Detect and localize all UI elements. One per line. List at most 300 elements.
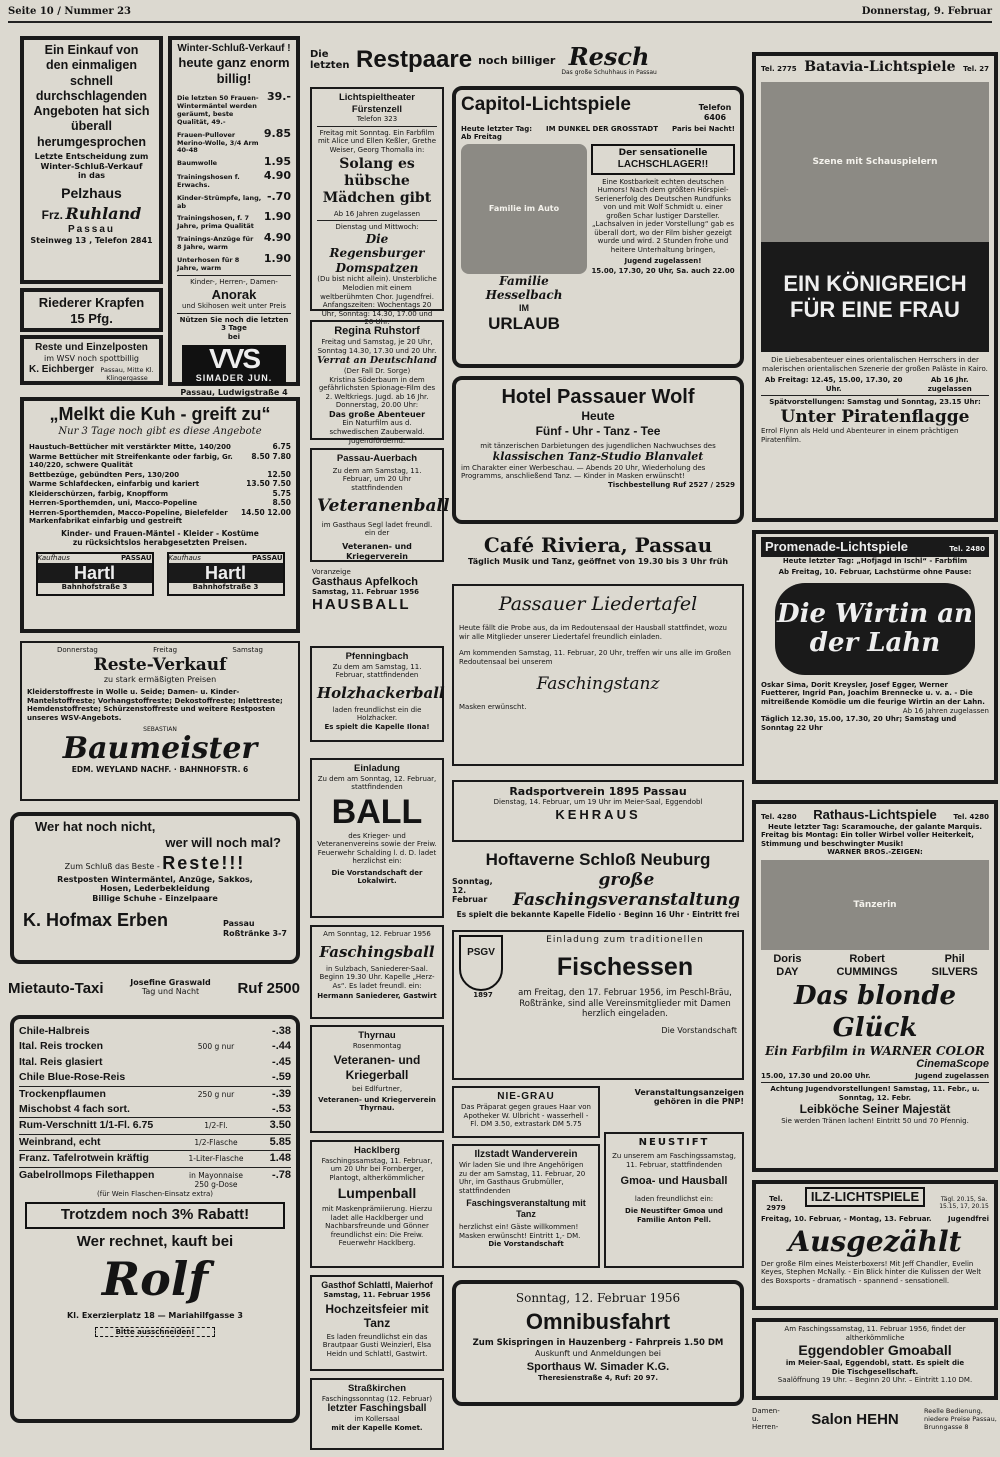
promenade-tel: Tel. 2480 [949,545,985,553]
neuburg-day: Sonntag, [452,876,493,886]
simader-logo [182,342,286,385]
radsport-body: Dienstag, 14. Februar, um 19 Uhr im Meier-Saal, Eggendobl [493,798,703,807]
capitol-image [461,144,587,274]
capitol-slogan1: Der sensationelle [618,147,708,158]
wolf-today: Heute [581,409,615,424]
rathaus-color: Ein Farbfilm in WARNER COLOR [765,1043,985,1058]
sulzbach-footer: Hermann Saniederer, Gastwirt [317,992,437,1001]
ilzstadt-title: Ilzstadt Wanderverein [474,1149,578,1160]
price-row [29,452,291,470]
rolf-row [19,1151,291,1167]
auerbach-body2: im Gasthaus Segl ladet freundl. ein der [321,520,433,538]
rolf-row [19,1102,291,1118]
ad-batavia [752,52,998,522]
price-row [177,90,291,127]
price-description: Trainingshosen, f. 7 Jahre, prima Qualität [177,214,254,231]
eichberger-title: Reste und Einzelposten [35,342,148,353]
price-row [29,508,291,526]
baumeister-pre: SEBASTIAN [143,726,177,734]
pelzhaus-line: herumgesprochen [36,134,147,149]
rathaus-youth: Achtung Jugendvorstellungen! Samstag, 11. Febr., u. Sonntag, 12. Febr. [770,1085,980,1102]
ruhstorf-body2: Kristina Söderbaum in dem gefährlichsten Spionage-Film des 2. Weltkriegs. Jugd. ab 16 Jhr. Donnerstag, 20.00 Uhr: [318,375,436,410]
pelzhaus-line: schnell [69,73,114,88]
hofmax-line7: Billige Schuhe - Einzelpaare [92,894,218,904]
ad-schlattl [310,1275,444,1371]
ad-liedertafel [452,584,744,766]
ad-baumeister [20,641,300,801]
ruhstorf-film: Verrat an Deutschland [317,355,437,367]
riviera-body: Täglich Musik und Tanz, geöffnet von 19.30 bis 3 Uhr früh [467,557,729,566]
capitol-slogan2: LACHSCHLAGER!! [617,158,709,170]
price-description: Kleiderschürzen, farbig, Knopfform [29,489,169,498]
hartl-subtitle: Nur 3 Tage noch gibt es diese Angebote [58,425,262,437]
promenade-cast: Oskar Sima, Dorit Kreysler, Josef Egger, Werner Fuetterer, Ingrid Pan, Joachim Brennecke u. v. a. - Die mitreißende Komödie um die feurige Wirtin an der Lahn. [761,680,985,706]
rolf-price: -.53 [272,1103,291,1116]
capitol-film-title1: Familie Hesselbach [485,273,563,303]
thyrnau-body: bei Edlfurtner, [351,1085,403,1094]
simader-title1: Winter-Schluß-Verkauf ! [177,43,291,54]
price-value: 1.95 [263,155,291,169]
batavia-tel2: Tel. 27 [963,65,989,73]
hofmax-city: Passau [222,918,255,928]
capitol-from: Ab Freitag [461,133,502,142]
liedertafel-title: Passauer Liedertafel [498,593,698,615]
price-value: 39.- [266,89,291,103]
rolf-row [19,1087,291,1102]
pelzhaus-line: Winter-Schluß-Verkauf [40,161,143,171]
ad-eggendobl [752,1318,998,1400]
pelzhaus-line: Letzte Entscheidung zum [34,151,149,161]
hartl-logo-name: Hartl [38,563,152,583]
price-row [177,155,291,168]
wolf-studio: klassischen Tanz-Studio Blanvalet [492,450,704,464]
hofmax-line2: wer will noch mal? [165,834,281,850]
ad-hartl [20,397,300,633]
price-description: Bettbezüge, gebündten Pers, 130/200 [29,470,180,479]
ad-pfenningbach [310,646,444,742]
ilz-title: ILZ-LICHTSPIELE [805,1187,925,1207]
hartl-title: „Melkt die Kuh - greift zu“ [49,404,271,424]
price-value: 4.90 [263,168,291,182]
pelzhaus-line: Angeboten hat sich [33,104,150,118]
price-description: Unterhosen für 8 Jahre, warm [177,256,240,273]
rathaus-cast: Robert CUMMINGS [836,952,898,979]
rolf-item: Rum-Verschnitt 1/1-Fl. 6.75 [19,1119,154,1132]
rolf-item: Franz. Tafelrotwein kräftig [19,1152,149,1165]
fuerstenzell-film2: Die Regensburger Domspatzen [329,231,425,275]
capitol-line: Heute letzter Tag: [461,124,533,133]
batavia-tel: Tel. 2775 [761,65,797,73]
fuerstenzell-tel: Telefon 323 [356,115,398,124]
eggendobl-footer: Saalöffnung 19 Uhr. – Beginn 20 Uhr. – Eintritt 1.10 DM. [777,1376,973,1385]
price-value: 1.90 [263,252,291,266]
pfenningbach-footer: Es spielt die Kapelle Ilona! [324,723,430,731]
rolf-item: Ital. Reis trocken [19,1040,104,1053]
rathaus-cinemascope: CinemaScope [916,1058,989,1071]
ad-apfelkoch [312,568,446,640]
hehn-title: Salon HEHN [811,1410,899,1428]
promenade-today: Heute letzter Tag: „Hofjagd in Ischl“ - Farbfilm [782,556,968,565]
ad-ilzstadt [452,1144,600,1268]
rolf-row [19,1118,291,1134]
batavia-film-title [761,242,989,352]
wolf-tel: Tischbestellung Ruf 2527 / 2529 [608,480,735,489]
ad-krapfen [20,288,163,332]
rolf-price-list [19,1024,291,1190]
resch-title: Restpaare [356,46,473,73]
liedertafel-body1: Heute fällt die Probe aus, da im Redoutensaal der Hausball stattfindet, wozu wir alle Mitglieder unserer Liedertafel freundlich einladen. [459,624,727,641]
omnibus-footer: Sporthaus W. Simader K.G. [526,1360,670,1373]
hartl-footer1: Kinder- und Frauen-Mäntel - Kleider - Kostüme [61,528,259,538]
rolf-price: -.39 [272,1087,291,1100]
schlattl-date: Samstag, 11. Februar 1956 [323,1290,431,1299]
hartl-logo-pre: Kaufhaus [37,554,70,563]
hofmax-line5: Restposten Wintermäntel, Anzüge, Sakkos, [57,874,253,884]
price-description: Trainings-Anzüge für 8 Jahre, warm [177,235,254,252]
price-value: 8.50 7.80 [251,451,291,461]
ad-riviera [452,533,744,577]
rolf-price: -.45 [272,1055,291,1068]
rathaus-title: Rathaus-Lichtspiele [813,807,937,822]
price-row [29,442,291,452]
rolf-quantity: 500 g nur [197,1042,235,1052]
niegrau-body: Das Präparat gegen graues Haar von Apotheker W. Ulbricht - wasserhell - Fl. DM 3.50, extrastark DM 5.75 [461,1103,591,1129]
ad-ball [310,758,444,918]
price-description: Herren-Sporthemden, Macco-Popeline, Bielefelder Markenfabrikat einfarbig und gestreift [29,508,228,526]
eichberger-sub: im WSV noch spottbillig [44,354,139,364]
ilzstadt-body: Wir laden Sie und Ihre Angehörigen zu der am Samstag, 11. Februar, 20 Uhr, im Gasthaus Grubmüller, stattfindenden [459,1161,586,1195]
neustift-body: Zu unserem am Faschingssamstag, 11. Februar, stattfindenden [612,1152,736,1169]
promenade-title: Promenade-Lichtspiele [765,539,909,554]
price-value: 1.90 [263,210,291,224]
simader-last-days: Nützen Sie noch die letzten 3 Tage [179,315,289,333]
eggendobl-body2: im Meier-Saal, Eggendobl, statt. Es spielt die [785,1359,965,1368]
price-row [177,210,291,231]
price-row [177,252,291,273]
price-value: 12.50 [267,469,291,479]
hofmax-line6: Hosen, Lederbekleidung [100,884,210,894]
hartl-footer2: zu rücksichtslos herabgesetzten Preisen. [72,538,248,548]
baumeister-day: Donnerstag [57,646,98,654]
capitol-times: 15.00, 17.30, 20 Uhr, Sa. auch 22.00 [591,267,735,276]
ruhstorf-sub: (Der Fall Dr. Sorge) [343,367,411,376]
price-row [29,470,291,480]
strasskirchen-body: Faschingssonntag (12. Februar) [321,1394,433,1403]
baumeister-body: Kleiderstoffreste in Wolle u. Seide; Damen- u. Kinder-Mantelstoffreste; Vorhangstoffreste; Dekostoffreste; Inlettreste; Hemdenstoffreste; Schürzenstoffreste und weitere Restposten unseres WSV-Angebots. [27,688,283,722]
rolf-row [19,1039,291,1054]
hacklberg-body: Faschingssamstag, 11. Februar, um 20 Uhr bei Fornberger, Plantogt, altherkömmlicher [321,1156,433,1182]
ruhstorf-body3: Ein Naturfilm aus d. schwedischen Zauberwald. Jugendfördernd. [329,419,425,445]
rathaus-body2: Sie werden Tränen lachen! Eintritt 50 und 70 Pfennig. [781,1117,969,1126]
rathaus-tel: Tel. 4280 [761,813,797,821]
pelzhaus-line: überall [71,119,112,134]
batavia-image [761,82,989,242]
neuburg-event: große Faschingsveranstaltung [512,870,740,910]
rolf-row [19,1070,291,1086]
ad-ilz [752,1180,998,1310]
pfenningbach-body: Zu dem am Samstag, 11. Februar, stattfindenden [332,662,422,680]
promenade-times: Täglich 12.30, 15.00, 17.30, 20 Uhr; Samstag und Sonntag 22 Uhr [761,715,957,732]
hartl-logo-pre: Kaufhaus [168,554,201,563]
ilz-film: Ausgezählt [788,1224,962,1258]
rolf-item: Weinbrand, echt [19,1135,101,1148]
fischessen-intro: Einladung zum traditionellen [546,935,704,945]
liedertafel-footer: Masken erwünscht. [459,703,527,712]
price-description: Haustuch-Bettücher mit verstärkter Mitte, 140/200 [29,443,231,452]
taxi-owner: Josefine Graswald [130,978,211,988]
fischessen-body: am Freitag, den 17. Februar 1956, im Peschl-Bräu, Roßtränke, sind alle Vereinsmitglieder mit Damen herzlich eingeladen. [518,988,732,1020]
ad-sulzbach [310,925,444,1019]
auerbach-footer: Veteranen- und Kriegerverein [342,541,412,561]
rolf-address: Kl. Exerzierplatz 18 — Mariahilfgasse 3 [67,1311,243,1321]
wolf-title: Hotel Passauer Wolf [501,386,695,408]
ad-omnibus [452,1280,744,1406]
rolf-price: 3.50 [269,1119,291,1132]
ilz-age: Jugendfrei [948,1215,989,1224]
fuerstenzell-film: Solang es hübsche Mädchen gibt [322,156,432,207]
price-value: 14.50 12.00 [240,507,291,517]
page-number: Seite 10 / Nummer 23 [8,6,131,17]
schlattl-body: Es laden freundlichst ein das Brautpaar Gusti Weinzierl, Elsa Heidn und Schlattl, Gastwirt. [322,1332,432,1358]
rolf-item: Chile Blue-Rose-Reis [19,1071,126,1084]
omnibus-date: Sonntag, 12. Februar 1956 [515,1291,681,1305]
ruhstorf-title: Regina Ruhstorf [334,325,420,337]
hartl-logo-city: PASSAU [120,554,152,563]
rolf-quantity: 1/2-Fl. [204,1121,228,1131]
ad-ruhstorf [310,320,444,445]
baumeister-logo: Baumeister [62,731,258,767]
thyrnau-title: Thyrnau [358,1030,396,1041]
pfenningbach-event: Holzhackerball [317,683,445,702]
ball-title: Einladung [354,763,400,774]
hacklberg-body2: mit Maskenprämiierung. Hierzu ladet alle Hacklberger und Nachbarsfreunde und Gönner freundlichst ein: Die Freiw. Feuerwehr Hacklberg. [321,1205,433,1248]
hofmax-name: K. Hofmax Erben [23,909,169,930]
capitol-film-title2: IM [519,302,529,313]
rolf-note: (für Wein Flaschen-Einsatz extra) [97,1189,213,1198]
ad-hofmax [10,812,300,964]
hofmax-address: Roßtränke 3-7 [222,928,287,938]
auerbach-body: Zu dem am Samstag, 11. Februar, um 20 Uhr stattfindenden [332,466,422,492]
thyrnau-event: Veteranen- und Kriegerball [333,1053,421,1082]
ad-resch [310,40,750,80]
capitol-line: IM DUNKEL DER GROSSTADT [546,124,659,133]
ad-pnp [604,1088,744,1128]
rathaus-today: Heute letzter Tag: Scaramouche, der galante Marquis. [767,822,983,831]
baumeister-day: Freitag [153,646,178,654]
resch-logo: Resch [568,41,650,71]
hofmax-line3: Zum Schluß das Beste - [64,861,160,871]
resch-sub: noch billiger [478,53,556,67]
rathaus-body: Freitag bis Montag: Ein toller Wirbel voller Heiterkeit, Stimmung und beschwingter Musik! [761,831,974,848]
ilz-tel: Tel. 2979 [766,1195,786,1212]
pelzhaus-line: den einmaligen [46,58,137,73]
ad-rathaus [752,800,998,1172]
price-row [177,231,291,252]
apfelkoch-pre: Voranzeige [312,568,351,576]
ad-thyrnau [310,1025,444,1133]
price-description: Herren-Sporthemden, uni, Macco-Popeline [29,499,198,508]
pelzhaus-name: Pelzhaus [61,185,122,201]
wolf-body2: im Charakter einer Werbeschau. — Abends 20 Uhr, Wiederholung des Programms, anschließend Tanz. — Kinder in Masken erwünscht! [461,463,706,481]
price-row [177,190,291,211]
header-rule [8,21,992,23]
neuburg-title: Hoftaverne Schloß Neuburg [485,850,711,869]
simader-logo-name: SIMADER JUN. [195,372,273,383]
batavia-film2: Unter Piratenflagge [780,406,970,427]
strasskirchen-footer: mit der Kapelle Komet. [331,1423,423,1432]
rolf-price: -.59 [272,1071,291,1084]
ilz-body: Der große Film eines Meisterboxers! Mit Jeff Chandler, Evelin Keyes, Stephen McNally. - Ein Blick hinter die Kulissen der Welt des Boxsports - dramatisch - spannend - sensationell. [761,1259,982,1285]
niegrau-title: NIE-GRAU [497,1091,555,1102]
rathaus-cast: Phil SILVERS [931,952,978,979]
price-value: 13.50 7.50 [246,479,291,489]
batavia-title: Batavia-Lichtspiele [804,59,956,75]
omnibus-body: Zum Skispringen in Hauzenberg - Fahrpreis 1.50 DM [472,1338,724,1349]
promenade-age: Ab 16 Jahren zugelassen [902,706,989,715]
ad-niegrau [452,1086,600,1138]
price-description: Baumwolle [177,159,218,168]
eggendobl-body3: Die Tischgesellschaft. [831,1367,919,1376]
ad-rolf [10,1015,300,1423]
price-description: Die letzten 50 Frauen-Wintermäntel werden geräumt, beste Qualität, 49.- [177,93,259,126]
baumeister-title: Reste-Verkauf [93,654,227,675]
ad-pelzhaus [20,36,163,284]
ilzstadt-body2: herzlichst ein! Gäste willkommen! Masken erwünscht! Eintritt 1,- DM. [459,1223,581,1240]
pelzhaus-line: durchschlagenden [35,88,148,103]
capitol-line: Paris bei Nacht! [672,124,735,133]
rolf-price: -.78 [272,1168,291,1181]
ad-taxi [8,974,300,1002]
neustift-title: NEUSTIFT [638,1137,710,1148]
fischessen-crest-label: PSGV [467,947,495,958]
rolf-row [19,1135,291,1151]
simader-bei: bei [227,332,241,341]
rolf-item: Trockenpflaumen [19,1087,106,1100]
ball-footer1: Die Vorstandschaft der [331,868,423,877]
pelzhaus-address: Steinweg 13 , Telefon 2841 [30,235,153,245]
omnibus-body2: Auskunft und Anmeldungen bei [535,1348,661,1358]
ilz-times: Tägl. 20.15, Sa. 15.15, 17, 20.15 [939,1196,989,1211]
price-value: 8.50 [272,498,291,508]
price-row [29,479,291,489]
pelzhaus-frz: Frz. [41,208,63,223]
krapfen-price: 15 Pfg. [70,310,113,326]
batavia-late: Spätvorstellungen: Samstag und Sonntag, 23.15 Uhr: [769,398,981,407]
fischessen-event: Fischessen [556,952,694,981]
eggendobl-event: Eggendobler Gmoaball [798,1342,952,1359]
sulzbach-body: in Sulzbach, Saniederer-Saal. Beginn 19.30 Uhr. Kapelle „Herz-As“. Es ladet freundl. ein: [319,964,435,990]
price-value: 6.75 [272,442,291,452]
rolf-quantity: 1/2-Flasche [194,1137,238,1147]
wolf-body: mit tänzerischen Darbietungen des jugendlichen Nachwuchses des [480,441,716,450]
price-description: Warme Schlafdecken, einfarbig und kariert [29,480,200,489]
thyrnau-footer: Veteranen- und Kriegerverein Thyrnau. [318,1095,436,1113]
hehn-pre: Damen- u. Herren- [752,1407,780,1431]
radsport-title: Radsportverein 1895 Passau [509,785,687,798]
pfenningbach-body2: laden freundlichst ein die Holzhacker. [332,705,422,723]
ad-eichberger [20,335,163,385]
schlattl-event: Hochzeitsfeier mit Tanz [325,1301,429,1331]
rolf-item: Gabelrollmops Filethappen [19,1168,155,1181]
pnp-text: Veranstaltungsanzeigen gehören in die PNP! [634,1088,744,1106]
ad-neustift [604,1132,744,1268]
ad-promenade [752,530,998,784]
rolf-price: 5.85 [269,1135,291,1148]
ilzstadt-event: Faschingsveranstaltung mit Tanz [466,1198,586,1220]
eichberger-name: K. Eichberger [29,363,95,375]
price-description: Trainingshosen f. Erwachs. [177,172,240,189]
taxi-phone: Ruf 2500 [237,979,300,997]
hartl-logo-street: Bahnhofstraße 3 [61,582,128,591]
ilz-dates: Freitag, 10. Februar, - Montag, 13. Februar. [761,1215,932,1224]
hartl-logo [167,552,285,596]
strasskirchen-body2: im Kollersaal [354,1415,400,1424]
rolf-row [19,1055,291,1070]
baumeister-day: Samstag [232,646,263,654]
rathaus-age: Jugend zugelassen [915,1071,989,1080]
ad-fuerstenzell [310,87,444,327]
batavia-body2: Errol Flynn als Held und Abenteurer in einem prächtigen Piratenfilm. [761,427,959,444]
fuerstenzell-body: Freitag mit Sonntag. Ein Farbfilm mit Alice und Ellen Keßler, Grethe Weiser, Georg Thomalla in: [317,128,437,154]
ad-neuburg [452,850,744,924]
capitol-youth: Jugend zugelassen! [624,256,702,265]
rathaus-film: Das blonde Glück [793,980,957,1043]
ad-strasskirchen [310,1378,444,1450]
fuerstenzell-body3: (Du bist nicht allein). Unsterbliche Melodien mit einem weltberühmten Chor. Jugendfrei. Anfangszeiten: Wochentags 20 Uhr, Sonntag: 14.30, 17.00 und 20 Uhr. [317,275,437,327]
schlattl-title: Gasthof Schlattl, Maierhof [321,1280,433,1290]
page-header [8,6,992,20]
rolf-price: -.38 [272,1025,291,1037]
rolf-cut-note: Bitte ausschneiden! [95,1327,215,1338]
price-description: Frauen-Pullover Merino-Wolle, 3/4 Arm 40-48 [177,130,259,155]
ruhstorf-body: Freitag und Samstag, je 20 Uhr, Sonntag 14.30, 17.30 und 20 Uhr. [317,338,437,355]
rolf-item: Ital. Reis glasiert [19,1055,103,1068]
capitol-film-title3: URLAUB [488,313,560,333]
capitol-tel: Telefon 6406 [698,103,732,122]
hehn-address: Reelle Bedienung, niedere Preise Passau, Brunngasse 8 [923,1407,997,1431]
krapfen-title: Riederer Krapfen [38,295,145,310]
pelzhaus-owner: Ruhland [65,204,142,224]
ad-auerbach [310,448,450,562]
hacklberg-title: Hacklberg [354,1145,400,1156]
resch-logo-sub: Das große Schuhhaus in Passau [561,68,657,76]
price-row [177,169,291,190]
batavia-times: Ab Freitag: 12.45, 15.00, 17.30, 20 Uhr. [764,376,903,393]
taxi-hours: Tag und Nacht [141,987,200,996]
rolf-price: -.44 [272,1040,291,1053]
apfelkoch-date: Samstag, 11. Februar 1956 [312,588,420,596]
rolf-slogan: Wer rechnet, kauft bei [76,1232,234,1250]
price-row [29,498,291,508]
neustift-footer: Die Neustifter Gmoa und Familie Anton Pell. [625,1207,723,1224]
simader-title2: heute ganz enorm [178,55,290,71]
sulzbach-event: Faschingsball [319,942,435,961]
fischessen-year: 1897 [473,991,493,999]
neustift-event: Gmoa- und Hausball [620,1175,728,1188]
price-value: 4.90 [263,231,291,245]
price-row [29,489,291,499]
promenade-from: Ab Freitag, 10. Februar, Lachstürme ohne Pause: [778,568,972,577]
ball-body: Zu dem am Sonntag, 12. Februar, stattfindenden [317,774,437,792]
pelzhaus-city: Passau [67,223,116,235]
hartl-price-list [29,442,291,526]
pfenningbach-title: Pfenningbach [345,651,409,662]
neustift-body2: laden freundlichst ein: [634,1194,714,1203]
pelzhaus-line: Ein Einkauf von [44,43,139,57]
ad-simader-winterschluss [168,36,300,397]
ilzstadt-footer: Die Vorstandschaft [488,1240,564,1249]
ball-event: BALL [331,792,423,831]
